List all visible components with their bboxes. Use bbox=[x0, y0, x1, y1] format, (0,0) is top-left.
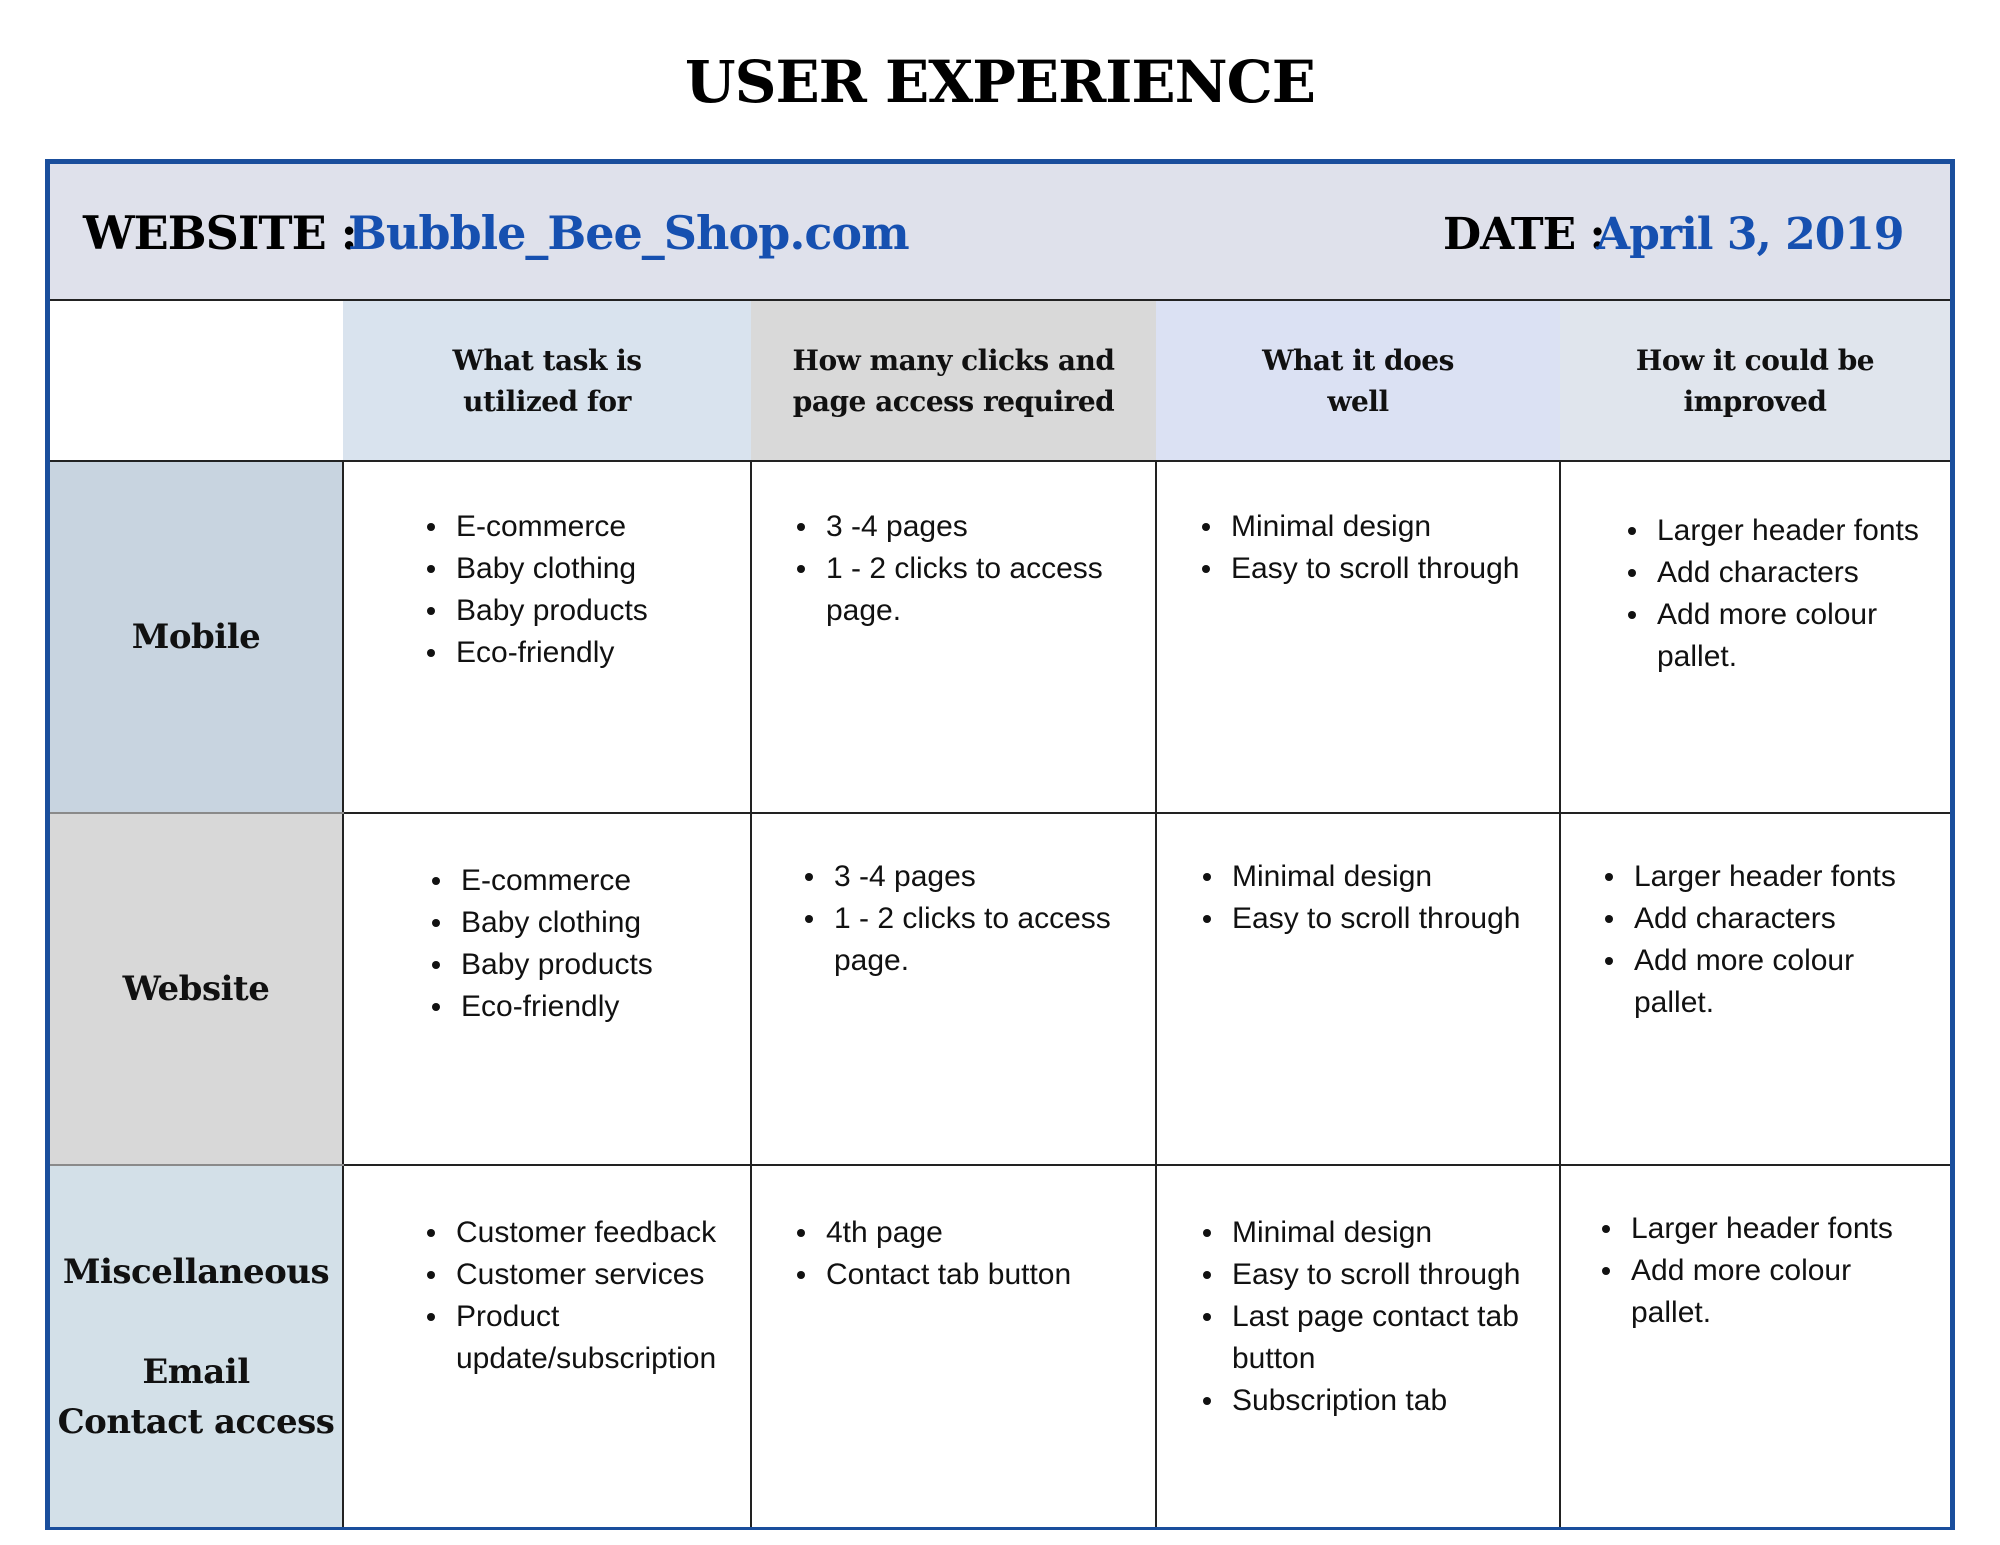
list-item: Baby clothing bbox=[422, 548, 750, 590]
table-cell bbox=[1560, 813, 1950, 1165]
table-cell bbox=[1156, 1165, 1560, 1527]
column-header-line: utilized for bbox=[463, 384, 631, 418]
row-header-label: Email bbox=[142, 1351, 250, 1392]
website-label: WEBSITE : bbox=[83, 206, 357, 260]
bullet-list bbox=[752, 1166, 1155, 1296]
column-header-row bbox=[50, 301, 1950, 461]
list-item: Minimal design bbox=[1198, 856, 1559, 898]
table-row bbox=[50, 1165, 1950, 1527]
list-item: Last page contact tab button bbox=[1198, 1296, 1529, 1380]
list-item: Baby clothing bbox=[427, 902, 750, 944]
list-item: Customer services bbox=[422, 1254, 742, 1296]
table-row bbox=[50, 813, 1950, 1165]
list-item: Add more colour pallet. bbox=[1623, 594, 1944, 678]
header-band bbox=[50, 164, 1950, 301]
bullet-list bbox=[1157, 462, 1559, 590]
column-header-line: What it does bbox=[1262, 343, 1454, 377]
table-cell bbox=[1560, 1165, 1950, 1527]
table-cell bbox=[343, 813, 751, 1165]
corner-cell bbox=[50, 301, 343, 461]
list-item: 3 -4 pages bbox=[800, 856, 1133, 898]
column-header-clicks bbox=[751, 301, 1156, 461]
row-header-label: Mobile bbox=[131, 617, 261, 657]
table-cell bbox=[1560, 461, 1950, 813]
list-item: Add characters bbox=[1623, 552, 1944, 594]
row-header-mobile bbox=[50, 461, 343, 813]
list-item: Subscription tab bbox=[1198, 1380, 1529, 1422]
date-label: DATE : bbox=[1443, 209, 1605, 260]
list-item: Add more colour pallet. bbox=[1600, 940, 1940, 1024]
table-cell bbox=[343, 461, 751, 813]
column-header-line: What task is bbox=[452, 343, 642, 377]
ux-table-frame bbox=[45, 159, 1955, 1530]
bullet-list bbox=[1561, 462, 1950, 678]
column-header-line: well bbox=[1327, 384, 1389, 418]
column-header-line: How it could be bbox=[1635, 343, 1875, 377]
column-header-line: improved bbox=[1683, 384, 1827, 418]
list-item: Easy to scroll through bbox=[1197, 548, 1559, 590]
list-item: Minimal design bbox=[1197, 506, 1559, 548]
column-header-does-well bbox=[1156, 301, 1560, 461]
row-header-miscellaneous bbox=[50, 1165, 343, 1527]
list-item: Larger header fonts bbox=[1623, 510, 1944, 552]
bullet-list bbox=[1561, 814, 1950, 1024]
date-value: April 3, 2019 bbox=[1596, 209, 1904, 260]
list-item: Eco-friendly bbox=[427, 986, 750, 1028]
row-header-label: Contact access bbox=[57, 1401, 335, 1442]
list-item: Baby products bbox=[422, 590, 750, 632]
list-item: Add characters bbox=[1600, 898, 1940, 940]
bullet-list bbox=[752, 814, 1155, 982]
list-item: Contact tab button bbox=[792, 1254, 1155, 1296]
list-item: 3 -4 pages bbox=[792, 506, 1125, 548]
list-item: Eco-friendly bbox=[422, 632, 750, 674]
list-item: Easy to scroll through bbox=[1198, 1254, 1529, 1296]
row-header-label: Miscellaneous bbox=[62, 1251, 330, 1292]
bullet-list bbox=[344, 814, 750, 1028]
table-cell bbox=[751, 1165, 1156, 1527]
table-cell bbox=[751, 813, 1156, 1165]
website-value: Bubble_Bee_Shop.com bbox=[348, 206, 909, 260]
table-row bbox=[50, 461, 1950, 813]
list-item: E-commerce bbox=[427, 860, 750, 902]
list-item: Customer feedback bbox=[422, 1212, 742, 1254]
list-item: 4th page bbox=[792, 1212, 1155, 1254]
list-item: Larger header fonts bbox=[1597, 1208, 1910, 1250]
list-item: Baby products bbox=[427, 944, 750, 986]
list-item: Product update/subscription bbox=[422, 1296, 742, 1380]
column-header-line: page access required bbox=[792, 384, 1115, 418]
row-header-spacer bbox=[50, 1297, 342, 1347]
table-cell bbox=[343, 1165, 751, 1527]
bullet-list bbox=[344, 462, 750, 674]
list-item: 1 - 2 clicks to access page. bbox=[800, 898, 1133, 982]
table-cell bbox=[1156, 813, 1560, 1165]
list-item: Add more colour pallet. bbox=[1597, 1250, 1910, 1334]
row-header-label: Website bbox=[122, 969, 270, 1009]
bullet-list bbox=[752, 462, 1155, 632]
column-header-task bbox=[343, 301, 751, 461]
page-title: USER EXPERIENCE bbox=[684, 48, 1316, 116]
column-header-improved bbox=[1560, 301, 1950, 461]
list-item: E-commerce bbox=[422, 506, 750, 548]
row-header-website bbox=[50, 813, 343, 1165]
list-item: 1 - 2 clicks to access page. bbox=[792, 548, 1125, 632]
bullet-list bbox=[1561, 1166, 1950, 1334]
column-header-line: How many clicks and bbox=[792, 343, 1115, 377]
list-item: Easy to scroll through bbox=[1198, 898, 1559, 940]
ux-table bbox=[50, 301, 1950, 1527]
bullet-list bbox=[1157, 1166, 1559, 1422]
bullet-list bbox=[1157, 814, 1559, 940]
table-cell bbox=[751, 461, 1156, 813]
list-item: Minimal design bbox=[1198, 1212, 1529, 1254]
list-item: Larger header fonts bbox=[1600, 856, 1940, 898]
table-cell bbox=[1156, 461, 1560, 813]
bullet-list bbox=[344, 1166, 750, 1380]
